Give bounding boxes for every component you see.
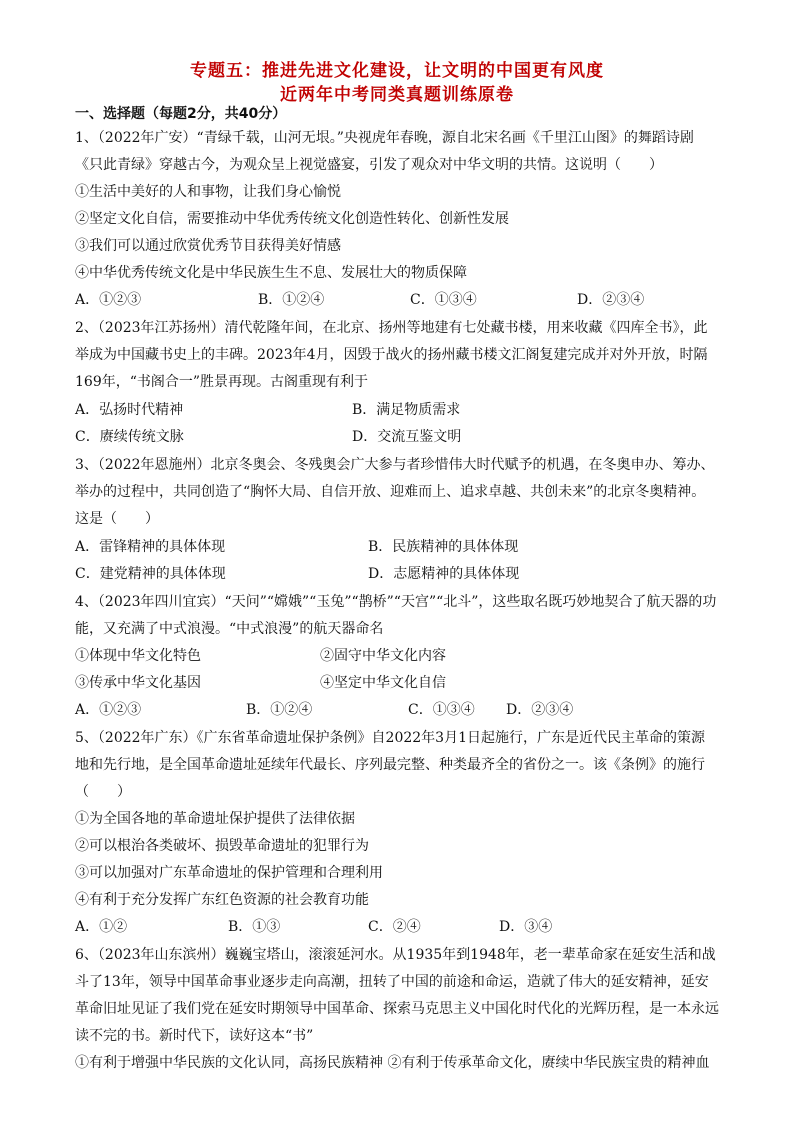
q5-statement: ④有利于充分发挥广东红色资源的社会教育功能 [75, 892, 369, 908]
q4-option-a: A．①②③ [75, 702, 142, 718]
q1-statement: ②坚定文化自信，需要推动中华优秀传统文化创造性转化、创新性发展 [75, 211, 509, 227]
q3-stem-line: 举办的过程中，共同创造了“胸怀大局、自信开放、迎难而上、追求卓越、共创未来”的北京冬奥精神。 [75, 484, 706, 500]
q2-stem-line: 169年，“书阁合一”胜景再现。古阁重现有利于 [75, 374, 369, 390]
q1-option-d: D．②③④ [577, 292, 645, 308]
q3-option-c: C．建党精神的具体体现 [75, 566, 226, 582]
q5-option-c: C．②④ [368, 919, 421, 935]
q2-stem-line: 2、（2023年江苏扬州）清代乾隆年间，在北京、扬州等地建有七处藏书楼，用来收藏《四库全书》，此 [75, 320, 708, 336]
q5-option-b: B．①③ [228, 919, 281, 935]
page-subtitle: 近两年中考同类真题训练原卷 [280, 85, 514, 105]
q4-statement: ③传承中华文化基因 [75, 675, 201, 691]
q5-statement: ②可以根治各类破坏、损毁革命遗址的犯罪行为 [75, 838, 369, 854]
q1-stem-line: 《只此青绿》穿越古今，为观众呈上视觉盛宴，引发了观众对中华文明的共情。这说明（ ） [75, 157, 663, 173]
q1-statement: ①生活中美好的人和事物，让我们身心愉悦 [75, 184, 341, 200]
q3-stem-line: 这是（ ） [75, 511, 159, 527]
q4-option-d: D．②③④ [506, 702, 574, 718]
q2-option-d: D．交流互鉴文明 [352, 429, 462, 445]
q5-statement: ③可以加强对广东革命遗址的保护管理和合理利用 [75, 865, 383, 881]
q1-statement: ④中华优秀传统文化是中华民族生生不息、发展壮大的物质保障 [75, 265, 467, 281]
q5-stem-line: 5、（2022年广东）《广东省革命遗址保护条例》自2022年3月1日起施行，广东是近代民主革命的策源 [75, 730, 705, 746]
q3-option-a: A．雷锋精神的具体体现 [75, 539, 226, 555]
q5-option-a: A．①② [75, 919, 128, 935]
q4-statement: ④坚定中华文化自信 [320, 675, 446, 691]
q3-option-b: B．民族精神的具体体现 [368, 539, 519, 555]
q4-option-b: B．①②④ [246, 702, 313, 718]
q3-option-d: D．志愿精神的具体体现 [368, 566, 520, 582]
q6-stem-line: 斗了13年，领导中国革命事业逐步走向高潮，扭转了中国的前途和命运，造就了伟大的延安精神，延安 [75, 974, 709, 990]
q3-stem-line: 3、（2022年恩施州）北京冬奥会、冬残奥会广大参与者珍惜伟大时代赋予的机遇，在冬奥申办、筹办、 [75, 457, 715, 473]
page-title: 专题五：推进先进文化建设，让文明的中国更有风度 [190, 61, 604, 81]
q5-stem-line: （ ） [75, 784, 131, 800]
q6-stem-line: 6、（2023年山东滨州）巍巍宝塔山，滚滚延河水。从1935年到1948年，老一辈革命家在延安生活和战 [75, 947, 716, 963]
q4-stem-line: 能，又充满了中式浪漫。“中式浪漫”的航天器命名 [75, 621, 384, 637]
q1-statement: ③我们可以通过欣赏优秀节目获得美好情感 [75, 238, 341, 254]
q1-option-a: A．①②③ [75, 292, 142, 308]
q4-statement: ②固守中华文化内容 [320, 648, 446, 664]
q6-stem-line: 读不完的书。新时代下，读好这本“书” [75, 1028, 314, 1044]
q5-statement: ①为全国各地的革命遗址保护提供了法律依据 [75, 811, 355, 827]
q4-stem-line: 4、（2023年四川宜宾）“天问”“嫦娥”“玉兔”“鹊桥”“天宫”“北斗”，这些取名既巧妙地契合了航天器的功 [75, 594, 717, 610]
q2-option-b: B．满足物质需求 [352, 402, 461, 418]
q5-stem-line: 地和先行地，是全国革命遗址延续年代最长、序列最完整、种类最齐全的省份之一。该《条例》的施行 [75, 757, 705, 773]
q2-option-a: A．弘扬时代精神 [75, 402, 184, 418]
q1-stem-line: 1、（2022年广安）“青绿千载，山河无垠。”央视虎年春晚，源自北宋名画《千里江山图》的舞蹈诗剧 [75, 130, 694, 146]
q5-option-d: D．③④ [499, 919, 553, 935]
section-heading: 一、选择题（每题2分，共40分） [75, 106, 287, 122]
q2-stem-line: 举成为中国藏书史上的丰碑。2023年4月，因毁于战火的扬州藏书楼文汇阁复建完成并对外开放，时隔 [75, 347, 708, 363]
q4-option-c: C．①③④ [408, 702, 475, 718]
q6-statement: ①有利于增强中华民族的文化认同，高扬民族精神 ②有利于传承革命文化，赓续中华民族宝贵的精神血 [75, 1055, 710, 1071]
q2-option-c: C．赓续传统文脉 [75, 429, 184, 445]
q1-option-b: B．①②④ [258, 292, 325, 308]
q4-statement: ①体现中华文化特色 [75, 648, 201, 664]
q1-option-c: C．①③④ [410, 292, 477, 308]
q6-stem-line: 革命旧址见证了我们党在延安时期领导中国革命、探索马克思主义中国化时代化的光辉历程，是一本永远 [75, 1001, 719, 1017]
